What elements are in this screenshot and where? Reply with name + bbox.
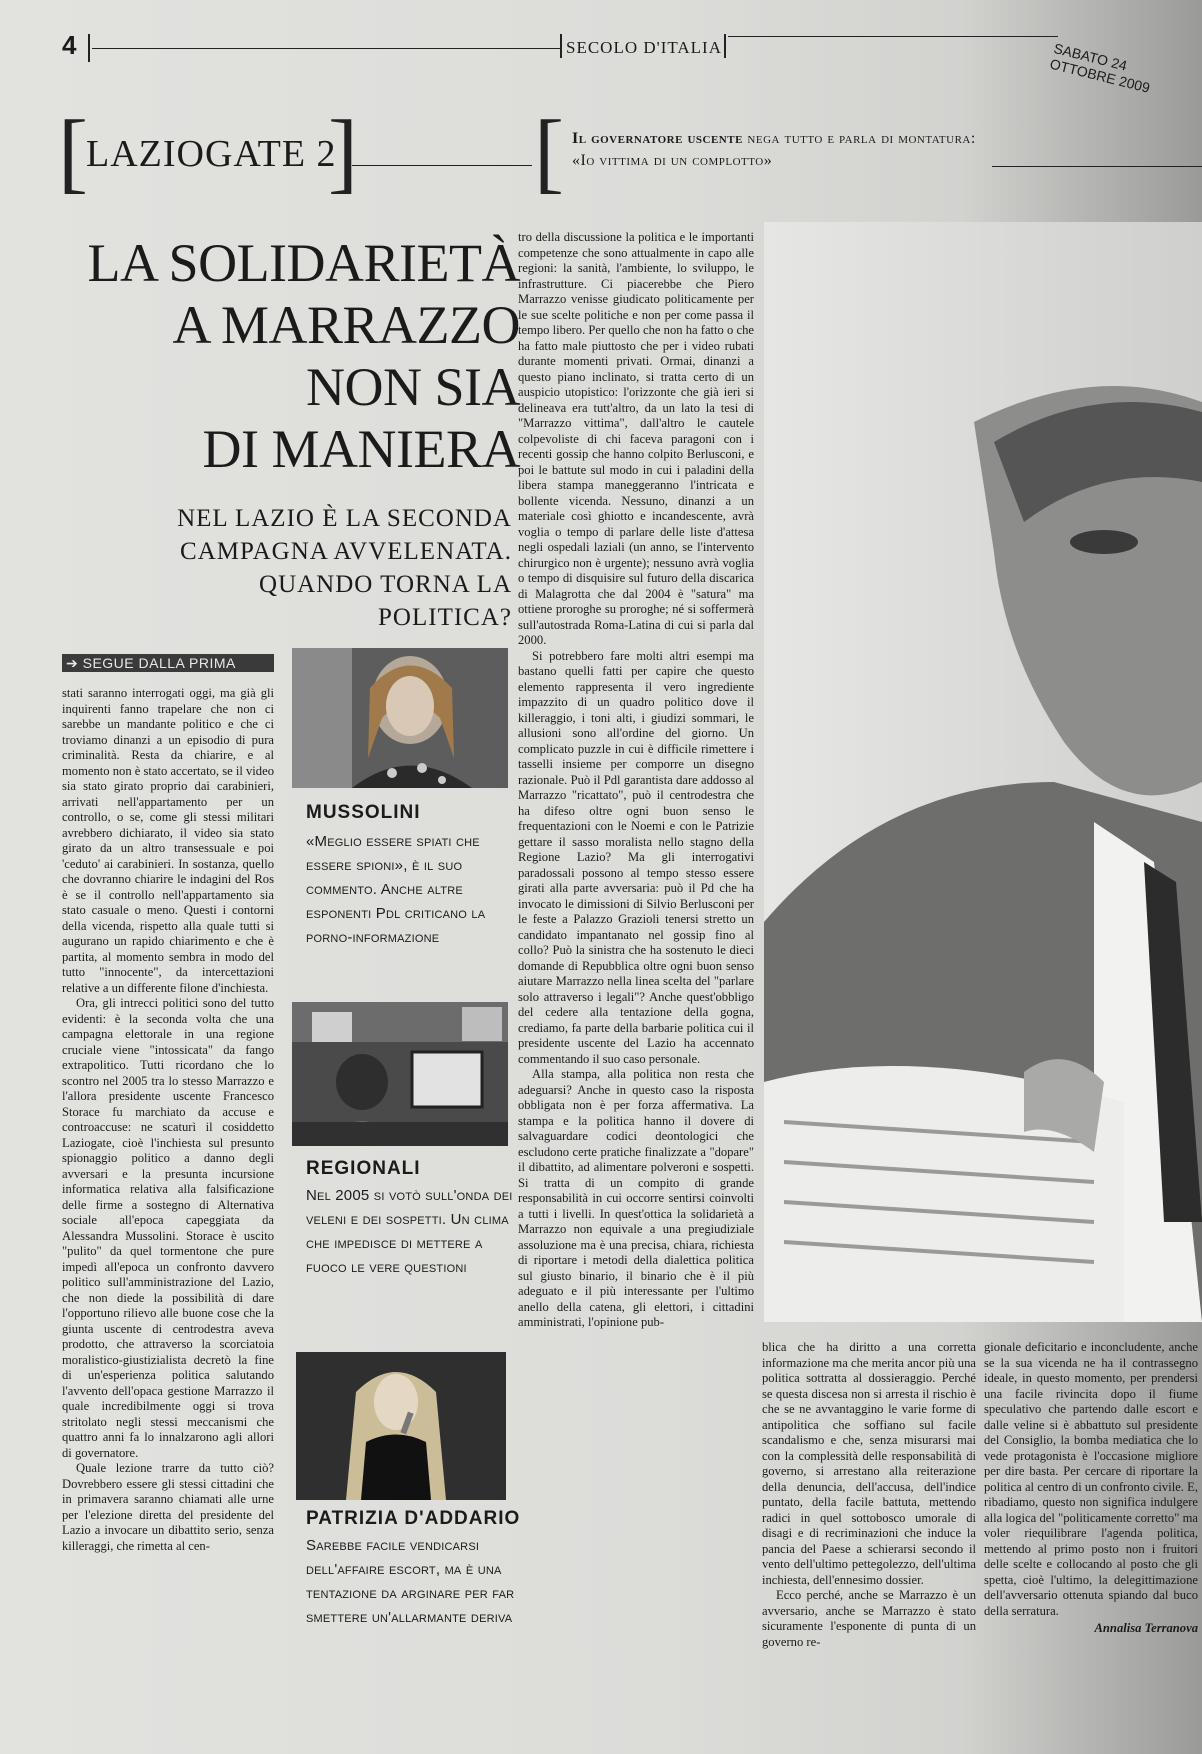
open-bracket: [ [534, 103, 564, 202]
newsroom-illustration [292, 1002, 508, 1146]
continued-from-front-label: ➔ SEGUE DALLA PRIMA [62, 654, 274, 672]
subheadline [120, 502, 512, 634]
header-divider [724, 34, 726, 58]
subheadline-line: NEL LAZIO È LA SECONDA [177, 505, 512, 532]
newspaper-name: SECOLO D'ITALIA [566, 38, 722, 57]
kicker-rule [992, 166, 1202, 167]
section-rule [352, 165, 532, 166]
headline-line: A MARRAZZO [172, 295, 520, 355]
headline-line: LA SOLIDARIETÀ [87, 233, 520, 293]
paragraph: blica che ha diritto a una corretta informazione ma che merita ancor più una politica sottratta al dossieraggio. Perché se questa discesa non si arresta il rischio è che se ne avvantaggino le varie forme di antipolitica che soffiano sul facile scandalismo e che, senza misurarsi mai con la complessità delle responsabilità di governo, si arrestano alla reiterazione della denuncia, dell'accusa, dell'indice puntato, della facile battuta, mettendo radici in quel sottobosco umorale di disagi e di recriminazioni che induce la pancia del Paese a schierarsi secondo il vento dell'ultimo pettegolezzo, dell'ultima inchiesta, dell'ennesimo dossier. [762, 1340, 976, 1587]
photo-regionali [292, 1002, 508, 1146]
section-title: LAZIOGATE 2 [86, 133, 337, 175]
paragraph: Quale lezione trarre da tutto ciò? Dovrebbero essere gli stessi cittadini che in primavera saranno chiamati alle urne per l'elezione diretta del presidente del Lazio a invocare un dibattito serio, senza killeraggi, che rimetta al cen- [62, 1461, 274, 1553]
subheadline-line: CAMPAGNA AVVELENATA. [180, 538, 512, 565]
paragraph: Alla stampa, alla politica non resta che adeguarsi? Anche in questo caso la risposta obbligata non è per forza affermativa. La stampa e la politica hanno il dovere di salvaguardare codici deontologici che escludono certe pratiche finalizzate a "dopare" il dibattito, ad alimentare polveroni e sospetti. Si tratta di un compito di grande responsabilità in cui occorre sentirsi coinvolti a tutti i livelli. In quest'ottica la solidarietà a Marrazzo non equivale a una pregiudiziale assoluzione ma è una precisa, chiara, richiesta di riportare i metodi della dialettica politica sul giusto binario, il binario che è il più adeguato e il più interessante per l'ultimo anello della catena, gli elettori, i cittadini amministrati, l'opinione pub- [518, 1067, 754, 1329]
subheadline-line: QUANDO TORNA LA POLITICA? [259, 571, 512, 631]
header-rule [728, 36, 1058, 37]
paragraph: stati saranno interrogati oggi, ma già gli inquirenti fanno trapelare che non ci sarebbe un mandante politico e che ci troviamo dinanzi a un episodio di pura criminalità. Resta da chiarire, e al momento non è stato accertato, se il video sia stato girato proprio dai carabinieri, arrivati nell'appartamento per un controllo, o se, come gli stessi militari avrebbero dichiarato, il video sia stato girato da un altro transessuale e poi 'ceduto' ai carabinieri. In sostanza, quello che dovranno chiarire le indagini del Ros è se il controllo nell'appartamento sia stato casuale o meno. Questi i contorni della vicenda, rispetto alla quale tutti si augurano un rapido chiarimento e che è partita, al momento sembra in modo del tutto "innocente", da intercettazioni relative a un differente filone d'inchiesta. [62, 686, 274, 995]
page-number: 4 [62, 30, 77, 60]
paragraph: Si potrebbero fare molti altri esempi ma bastano quelli fatti per capire che questo elemento rappresenta il vero ingrediente impazzito di un quadro politico dove il killeraggio, i toni alti, i giudizi sommari, le allusioni sono all'ordine del giorno. Un complicato puzzle in cui è difficile rimettere i tasselli insieme per comporre un disegno razionale. Può il Pdl garantista dare addosso al Marrazzo "ricattato", può il centrodestra che ha difeso oltre ogni buon senso le frequentazioni con le Noemi e con le Patrizie gettare il sasso moralista nello stagno della Regione Lazio? Ma gli interrogativi paradossali possono al tempo stesso essere girati alla parte avversaria: può il Pd che ha invocato le dimissioni di Silvio Berlusconi per le feste a Palazzo Grazioli tenersi stretto un candidato impantanato nel gossip fino al collo? Può la sinistra che ha sostenuto le dieci domande di Repubblica oltre ogni buon senso aiutare Marrazzo nella linea scelta del "parlare solo attraverso i legali"? Anche quest'obbligo del cedere alla tentazione della gogna, crediamo, fa parte della barbarie politica cui il presidente uscente del Lazio ha accennato commentando il suo caso personale. [518, 648, 754, 1066]
paragraph: Ora, gli intrecci politici sono del tutto evidenti: è la seconda volta che una campagna elettorale in una regione cruciale viene "intossicata" da fango extrapolitico. Tutti ricordano che lo scontro nel 2005 tra lo stesso Marrazzo e l'allora presidente uscente Francesco Storace fu marchiato da accuse e controaccuse: ne scaturì il cosiddetto Laziogate, cioè l'inchiesta sul presunto spionaggio politico a danno degli avversari e la presunta incursione informatica relativa alla falsificazione delle firme a sostegno di Alternativa sociale all'epoca capeggiata da Alessandra Mussolini. Storace è uscito "pulito" da quel tormentone che pure impedì all'epoca un confronto davvero politico sull'amministrazione del Lazio, che non diede la possibilità di dare l'opportuno rilievo alle buone cose che la giunta uscente di centrodestra aveva prodotto, che attraverso la scorciatoia moralistico-giustizialista decretò la fine di un'esperienza politica salutando l'avvento dell'opaca gestione Marrazzo il quale incredibilmente oggi si trova stritolato negli stessi meccanismi che quattro anni fa lo innalzarono agli allori di governatore. [62, 996, 274, 1460]
header-divider [88, 34, 90, 62]
caption-title: MUSSOLINI [306, 802, 421, 823]
article-column-1 [62, 686, 274, 1554]
headline-line: NON SIA [305, 357, 520, 417]
header-divider [560, 34, 562, 58]
kicker-lead: Il governatore uscente [572, 130, 743, 147]
article-column-4 [984, 1340, 1198, 1637]
paragraph: Ecco perché, anche se Marrazzo è un avversario, anche se Marrazzo è stato sicuramente l'esponente di punta di un governo re- [762, 1588, 976, 1649]
photo-mussolini [292, 648, 508, 788]
photo-marrazzo-reading-newspaper [764, 222, 1202, 1322]
article-column-3 [762, 1340, 976, 1650]
photo-patrizia-daddario [296, 1352, 506, 1500]
headline [60, 232, 520, 480]
kicker-text: nega tutto e parla di montatura: «Io vittima di un complotto» [572, 130, 976, 169]
caption-text: «Meglio essere spiati che essere spioni», è il suo commento. Anche altre esponenti Pdl criticano la porno-informazione [306, 833, 486, 946]
man-reading-illustration [764, 222, 1202, 1322]
close-bracket: ] [328, 103, 358, 202]
author-signature: Annalisa Terranova [1094, 1621, 1198, 1635]
issue-date: SABATO 24 OTTOBRE 2009 [1048, 40, 1152, 96]
woman-portrait-illustration [292, 648, 508, 788]
caption-text: Nel 2005 si votò sull'onda dei veleni e dei sospetti. Un clima che impedisce di mettere a fuoco le vere questioni [306, 1187, 513, 1276]
paragraph: tro della discussione la politica e le importanti competenze che sono attualmente in capo alle regioni: la sanità, l'ambiente, lo sviluppo, le infrastrutture. Ci piacerebbe che Piero Marrazzo venisse giudicato politicamente per le sue scelte politiche e non per come passa il tempo libero. Per quello che non ha fatto o che ha fatto male piuttosto che per i video rubati durante momenti privati. Ormai, dinanzi a questo piano inclinato, si tratta certo di un auspicio utopistico: l'orizzonte che già ieri si delineava era tutt'altro, da un lato la tesi di "Marrazzo vittima", dall'altro le cautele colpevoliste di chi faceva paragoni con i recenti gossip che hanno colpito Berlusconi, e poi le battute sul modo in cui i paladini della libera stampa maneggeranno l'intricata e bollente vicenda. Nessuno, dinanzi a un materiale così ghiotto e incandescente, avrà voglia o tempo di parlare delle liste d'attesa negli ospedali laziali (un anno, se l'intervento chirurgico non è urgente); nessuno avrà voglia o tempo di disquisire sul futuro della discarica di Malagrotta che dal 2004 è "satura" ma ottiene proroghe su proroghe; né si soffermerà sull'autostrada Roma-Latina di cui si parla dal 2000. [518, 230, 754, 647]
caption-text: Sarebbe facile vendicarsi dell'affaire escort, ma è una tentazione da arginare per far smettere un'allarmante deriva [306, 1537, 515, 1626]
caption-title: REGIONALI [306, 1158, 421, 1179]
header-rule [92, 48, 562, 49]
caption-title: PATRIZIA D'ADDARIO [306, 1508, 521, 1529]
headline-line: DI MANIERA [202, 419, 520, 479]
paragraph: gionale deficitario e inconcludente, anche se la sua vicenda ne ha il contrassegno ideale, in questo momento, per prendersi una facile rivincita dopo il fiume speculativo che partendo dalle escort e dalle veline si è abbattuto sul presidente del Consiglio, la bomba mediatica che lo vede protagonista è l'occasione migliore per dire basta. Per cercare di riportare la politica al centro di un confronto civile. E, ribadiamo, questo non significa indulgere alla logica del "politicamente corretto" ma voler riequilibrare l'agenda politica, mettendo al primo posto non i fruitori delle scelte e collocando al posto che gli spetta, cioè l'ultimo, la delegittimazione dell'avversario ottenuta spiando dal buco della serratura. [984, 1340, 1198, 1618]
singer-portrait-illustration [296, 1352, 506, 1500]
article-column-2 [518, 230, 754, 1331]
kicker [572, 128, 1002, 172]
open-bracket: [ [58, 103, 88, 202]
